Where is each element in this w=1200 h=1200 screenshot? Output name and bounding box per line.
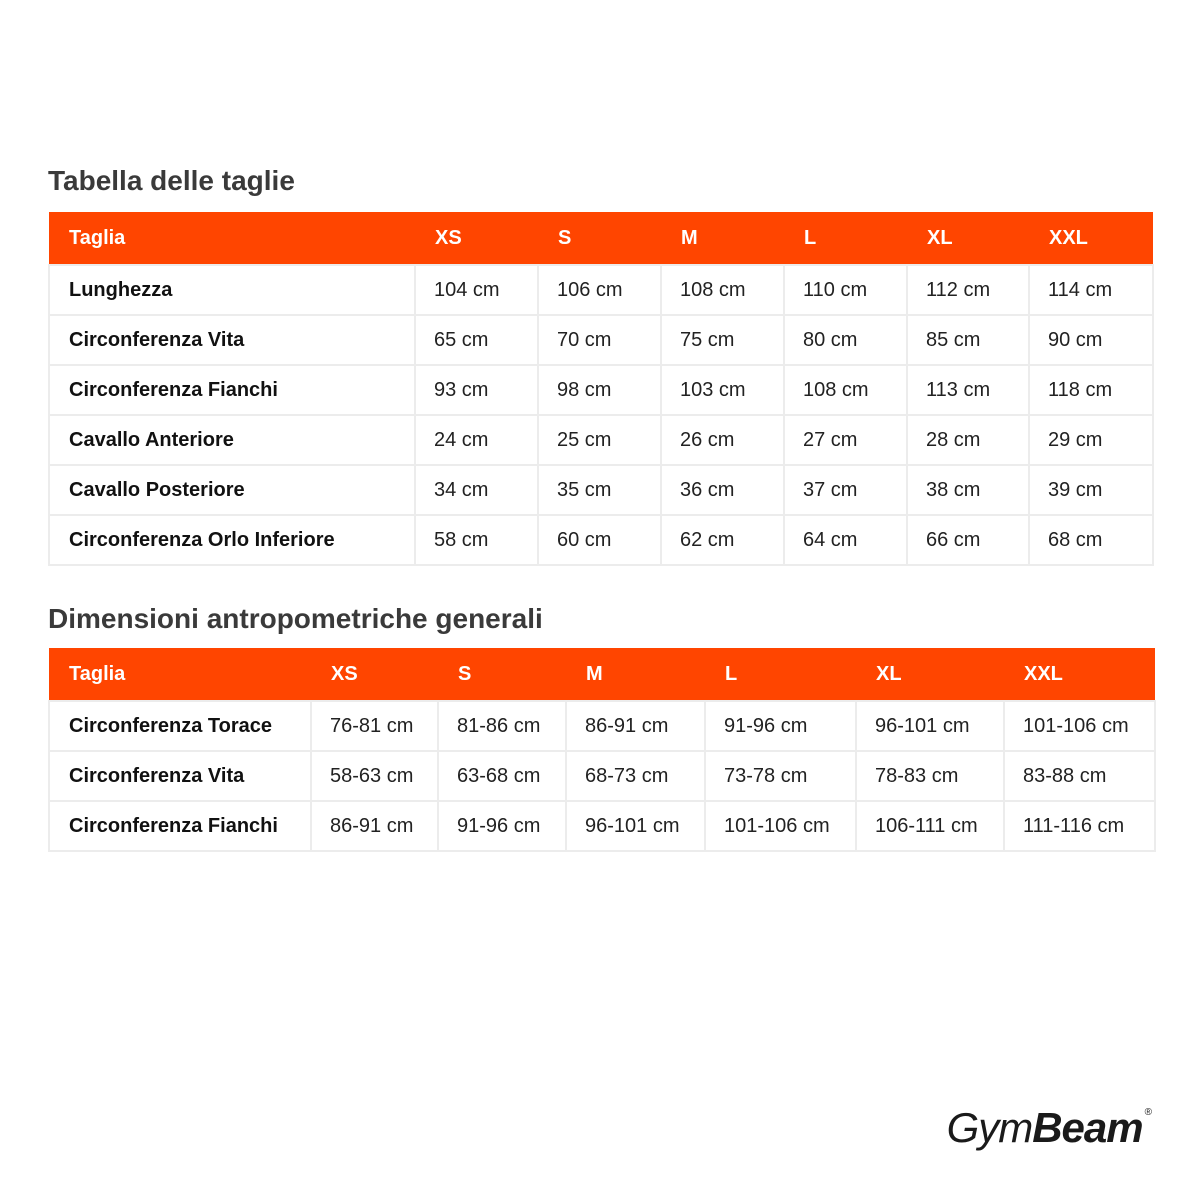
table-cell: 108 cm <box>784 365 907 415</box>
table-cell: 58 cm <box>415 515 538 565</box>
table-row <box>49 701 1155 751</box>
table-cell: 111-116 cm <box>1004 801 1155 851</box>
table-cell: 104 cm <box>415 265 538 315</box>
table-cell: 35 cm <box>538 465 661 515</box>
table-row <box>49 751 1155 801</box>
table-cell: 90 cm <box>1029 315 1153 365</box>
logo-text-beam: Beam <box>1032 1104 1143 1151</box>
table-cell: 96-101 cm <box>856 701 1004 751</box>
table-row <box>49 265 1153 315</box>
header-cell-m: M <box>661 212 784 265</box>
table-cell: 76-81 cm <box>311 701 438 751</box>
table-cell: 65 cm <box>415 315 538 365</box>
table-cell: 78-83 cm <box>856 751 1004 801</box>
table-cell: 36 cm <box>661 465 784 515</box>
header-cell-xxl: XXL <box>1004 648 1155 701</box>
row-label: Circonferenza Orlo Inferiore <box>49 515 415 565</box>
table-cell: 39 cm <box>1029 465 1153 515</box>
header-cell-m: M <box>566 648 705 701</box>
header-cell-s: S <box>538 212 661 265</box>
table-row <box>49 465 1153 515</box>
header-cell-xl: XL <box>907 212 1029 265</box>
row-label: Circonferenza Vita <box>49 751 311 801</box>
table-cell: 106-111 cm <box>856 801 1004 851</box>
gymbeam-logo <box>947 1104 1152 1152</box>
table-cell: 27 cm <box>784 415 907 465</box>
table-header-row <box>49 212 1153 265</box>
table-cell: 58-63 cm <box>311 751 438 801</box>
table-cell: 68 cm <box>1029 515 1153 565</box>
table-cell: 37 cm <box>784 465 907 515</box>
table-cell: 81-86 cm <box>438 701 566 751</box>
table-cell: 96-101 cm <box>566 801 705 851</box>
table-cell: 34 cm <box>415 465 538 515</box>
table-cell: 24 cm <box>415 415 538 465</box>
table-cell: 29 cm <box>1029 415 1153 465</box>
row-label: Cavallo Anteriore <box>49 415 415 465</box>
table-header-row <box>49 648 1155 701</box>
anthropometric-table-title: Dimensioni antropometriche generali <box>48 603 543 634</box>
header-cell-xs: XS <box>311 648 438 701</box>
row-label: Circonferenza Torace <box>49 701 311 751</box>
table-cell: 118 cm <box>1029 365 1153 415</box>
header-cell-size: Taglia <box>49 212 415 265</box>
table-cell: 80 cm <box>784 315 907 365</box>
table-cell: 106 cm <box>538 265 661 315</box>
table-row <box>49 415 1153 465</box>
table-cell: 64 cm <box>784 515 907 565</box>
logo-text-gym: Gym <box>946 1104 1033 1151</box>
header-cell-l: L <box>784 212 907 265</box>
header-cell-xs: XS <box>415 212 538 265</box>
table-cell: 62 cm <box>661 515 784 565</box>
row-label: Circonferenza Fianchi <box>49 801 311 851</box>
anthropometric-table <box>48 648 1156 852</box>
table-cell: 63-68 cm <box>438 751 566 801</box>
table-cell: 25 cm <box>538 415 661 465</box>
table-cell: 60 cm <box>538 515 661 565</box>
table-cell: 93 cm <box>415 365 538 415</box>
table-cell: 101-106 cm <box>1004 701 1155 751</box>
table-cell: 86-91 cm <box>566 701 705 751</box>
table-cell: 108 cm <box>661 265 784 315</box>
table-cell: 68-73 cm <box>566 751 705 801</box>
header-cell-s: S <box>438 648 566 701</box>
table-cell: 91-96 cm <box>705 701 856 751</box>
size-table-title: Tabella delle taglie <box>48 165 295 196</box>
table-cell: 73-78 cm <box>705 751 856 801</box>
table-cell: 112 cm <box>907 265 1029 315</box>
table-cell: 26 cm <box>661 415 784 465</box>
table-cell: 114 cm <box>1029 265 1153 315</box>
row-label: Cavallo Posteriore <box>49 465 415 515</box>
table-cell: 70 cm <box>538 315 661 365</box>
table-cell: 38 cm <box>907 465 1029 515</box>
header-cell-size: Taglia <box>49 648 311 701</box>
table-cell: 110 cm <box>784 265 907 315</box>
table-cell: 101-106 cm <box>705 801 856 851</box>
header-cell-xl: XL <box>856 648 1004 701</box>
table-cell: 83-88 cm <box>1004 751 1155 801</box>
size-table <box>48 212 1154 566</box>
table-cell: 85 cm <box>907 315 1029 365</box>
table-row <box>49 515 1153 565</box>
header-cell-xxl: XXL <box>1029 212 1153 265</box>
registered-mark: ® <box>1144 1107 1152 1118</box>
header-cell-l: L <box>705 648 856 701</box>
table-cell: 98 cm <box>538 365 661 415</box>
table-cell: 113 cm <box>907 365 1029 415</box>
table-cell: 66 cm <box>907 515 1029 565</box>
table-cell: 28 cm <box>907 415 1029 465</box>
row-label: Lunghezza <box>49 265 415 315</box>
table-row <box>49 801 1155 851</box>
table-cell: 75 cm <box>661 315 784 365</box>
table-row <box>49 365 1153 415</box>
table-cell: 86-91 cm <box>311 801 438 851</box>
table-cell: 91-96 cm <box>438 801 566 851</box>
table-cell: 103 cm <box>661 365 784 415</box>
table-row <box>49 315 1153 365</box>
row-label: Circonferenza Fianchi <box>49 365 415 415</box>
row-label: Circonferenza Vita <box>49 315 415 365</box>
